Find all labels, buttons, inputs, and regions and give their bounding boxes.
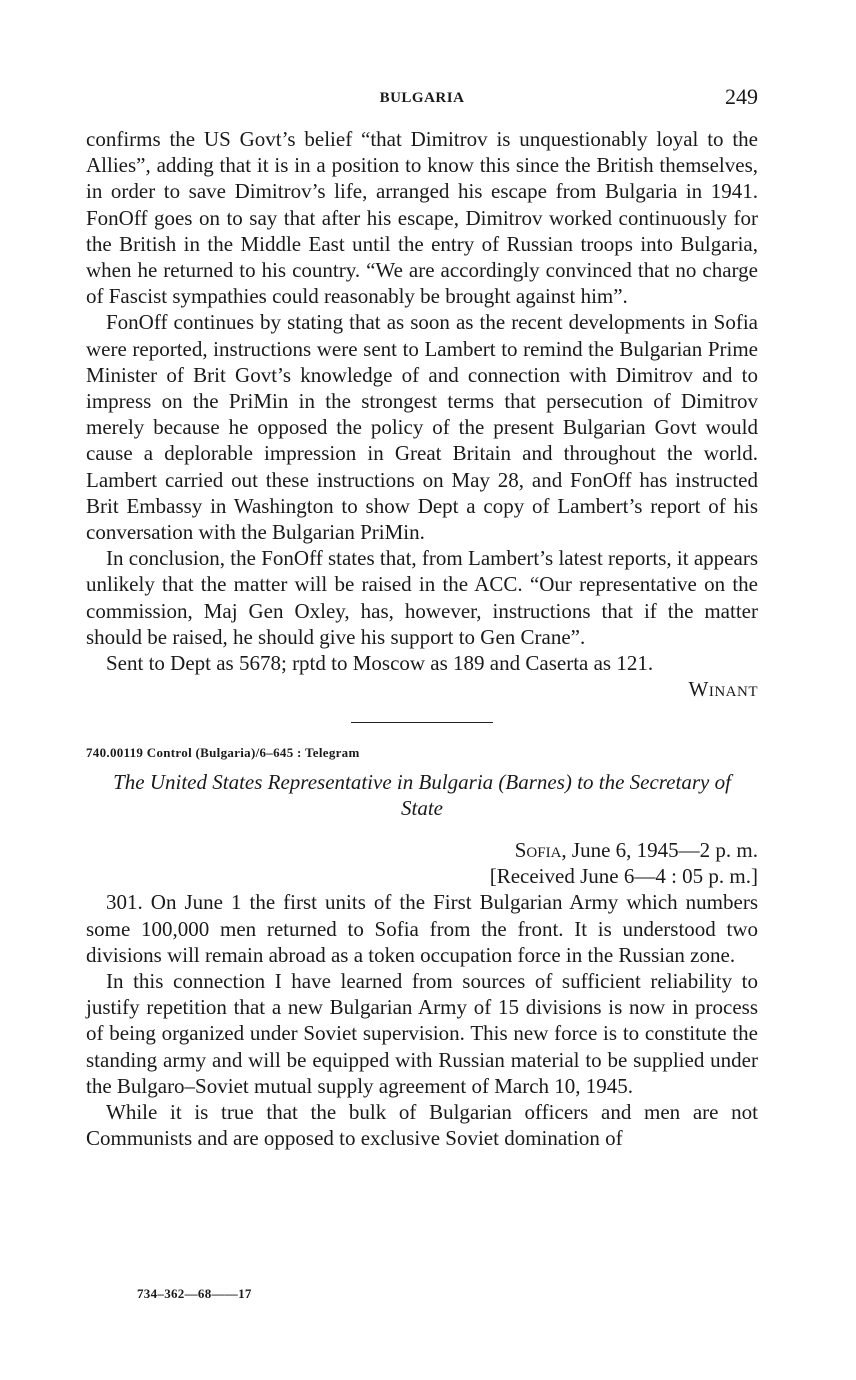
dateline — [86, 837, 758, 863]
section-divider — [351, 722, 493, 723]
dateline-place: Sofia — [514, 838, 562, 863]
file-reference: 740.00119 Control (Bulgaria)/6–645 : Telegram — [86, 745, 360, 761]
received-line: [Received June 6—4 : 05 p. m.] — [489, 864, 758, 889]
page-number: 249 — [725, 84, 758, 109]
paragraph: 301. On June 1 the first units of the First Bulgarian Army which numbers some 100,000 men returned to Sofia from the front. It is understood two divisions will remain abroad as a token occupation force in the Russian zone. — [86, 890, 758, 967]
paragraph: In this connection I have learned from sources of sufficient reliability to justify repetition that a new Bulgarian Army of 15 divisions is now in process of being organized under Soviet supervision. This new force is to constitute the standing army and will be equipped with Russian material to be supplied under the Bulgaro–Soviet mutual supply agreement of March 10, 1945. — [86, 969, 758, 1098]
body-text — [86, 126, 758, 1152]
document-heading: The United States Representative in Bulgaria (Barnes) to the Secretary of State — [113, 770, 731, 821]
paragraph: While it is true that the bulk of Bulgarian officers and men are not Communists and are opposed to exclusive Soviet domination of — [86, 1100, 758, 1151]
dateline-date: , June 6, 1945—2 p. m. — [561, 838, 758, 863]
signature: Winant — [688, 677, 758, 702]
print-code: 734–362—68——17 — [137, 1286, 252, 1301]
paragraph: In conclusion, the FonOff states that, from Lambert’s latest reports, it appears unlikely that the matter will be raised in the ACC. “Our representative on the commission, Maj Gen Oxley, has, however, instructions that if the matter should be raised, he should give his support to Gen Crane”. — [86, 546, 758, 649]
paragraph: confirms the US Govt’s belief “that Dimitrov is unquestionably loyal to the Allies”, adding that it is in a position to know this since the British themselves, in order to save Dimitrov’s life, arranged his escape from Bulgaria in 1941. FonOff goes on to say that after his escape, Dimitrov worked continuously for the British in the Middle East until the entry of Russian troops into Bulgaria, when he returned to his country. “We are accordingly convinced that no charge of Fascist sympathies could reasonably be brought against him”. — [86, 127, 758, 309]
paragraph: FonOff continues by stating that as soon as the recent developments in Sofia were reported, instructions were sent to Lambert to remind the Bulgarian Prime Minister of Brit Govt’s knowledge of and connection with Dimitrov and to impress on the PriMin in the strongest terms that persecution of Dimitrov merely because he opposed the policy of the present Bulgarian Govt would cause a deplorable impression in Great Britain and throughout the world. Lambert carried out these instructions on May 28, and FonOff has instructed Brit Embassy in Washington to show Dept a copy of Lambert’s report of his conversation with the Bulgarian PriMin. — [86, 310, 758, 545]
running-head — [86, 84, 758, 114]
paragraph: Sent to Dept as 5678; rptd to Moscow as 189 and Caserta as 121. — [106, 651, 654, 676]
running-title: BULGARIA — [379, 90, 465, 106]
